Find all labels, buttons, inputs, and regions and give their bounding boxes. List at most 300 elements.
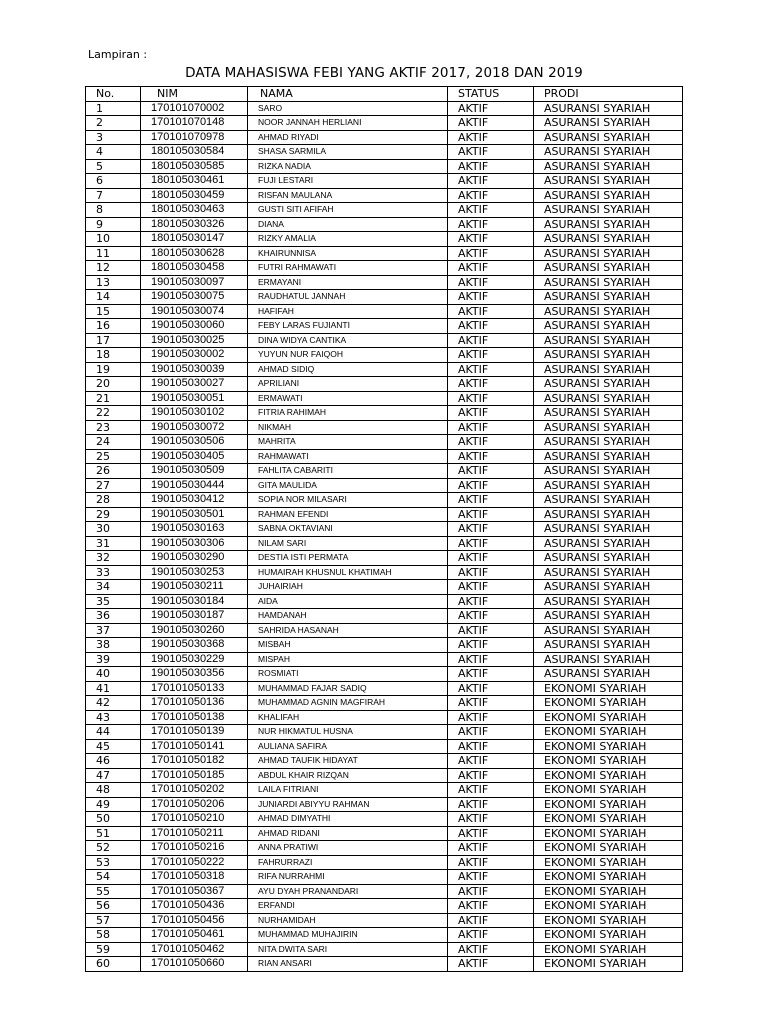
cell-nama: FAHRURRAZI bbox=[248, 855, 448, 870]
cell-status: AKTIF bbox=[448, 333, 534, 348]
table-row bbox=[86, 565, 683, 580]
table-row bbox=[86, 188, 683, 203]
cell-nim: 190105030187 bbox=[141, 609, 248, 624]
cell-prodi: EKONOMI SYARIAH bbox=[534, 928, 683, 943]
cell-prodi: EKONOMI SYARIAH bbox=[534, 913, 683, 928]
cell-prodi: ASURANSI SYARIAH bbox=[534, 609, 683, 624]
cell-prodi: EKONOMI SYARIAH bbox=[534, 681, 683, 696]
cell-status: AKTIF bbox=[448, 275, 534, 290]
table-row bbox=[86, 826, 683, 841]
cell-nama: AHMAD SIDIQ bbox=[248, 362, 448, 377]
table-row bbox=[86, 841, 683, 856]
table-row bbox=[86, 464, 683, 479]
cell-nim: 190105030039 bbox=[141, 362, 248, 377]
cell-no: 38 bbox=[86, 638, 141, 653]
cell-no: 28 bbox=[86, 493, 141, 508]
cell-prodi: ASURANSI SYARIAH bbox=[534, 319, 683, 334]
cell-prodi: EKONOMI SYARIAH bbox=[534, 696, 683, 711]
cell-prodi: EKONOMI SYARIAH bbox=[534, 783, 683, 798]
document-title: DATA MAHASISWA FEBI YANG AKTIF 2017, 2018 DAN 2019 bbox=[185, 65, 583, 81]
cell-no: 47 bbox=[86, 768, 141, 783]
cell-no: 7 bbox=[86, 188, 141, 203]
cell-status: AKTIF bbox=[448, 783, 534, 798]
cell-prodi: EKONOMI SYARIAH bbox=[534, 768, 683, 783]
cell-prodi: ASURANSI SYARIAH bbox=[534, 159, 683, 174]
cell-no: 18 bbox=[86, 348, 141, 363]
cell-status: AKTIF bbox=[448, 681, 534, 696]
cell-prodi: EKONOMI SYARIAH bbox=[534, 710, 683, 725]
table-row bbox=[86, 217, 683, 232]
cell-status: AKTIF bbox=[448, 290, 534, 305]
cell-nim: 170101050660 bbox=[141, 957, 248, 972]
cell-prodi: EKONOMI SYARIAH bbox=[534, 754, 683, 769]
cell-nama: RIFA NURRAHMI bbox=[248, 870, 448, 885]
cell-prodi: ASURANSI SYARIAH bbox=[534, 565, 683, 580]
cell-nama: RIZKA NADIA bbox=[248, 159, 448, 174]
table-row bbox=[86, 522, 683, 537]
cell-prodi: ASURANSI SYARIAH bbox=[534, 130, 683, 145]
cell-status: AKTIF bbox=[448, 130, 534, 145]
cell-status: AKTIF bbox=[448, 377, 534, 392]
cell-nim: 190105030184 bbox=[141, 594, 248, 609]
cell-nim: 180105030628 bbox=[141, 246, 248, 261]
header-nim: NIM bbox=[141, 87, 248, 102]
cell-status: AKTIF bbox=[448, 203, 534, 218]
cell-no: 3 bbox=[86, 130, 141, 145]
cell-nim: 190105030072 bbox=[141, 420, 248, 435]
cell-prodi: ASURANSI SYARIAH bbox=[534, 217, 683, 232]
cell-nim: 190105030097 bbox=[141, 275, 248, 290]
cell-status: AKTIF bbox=[448, 145, 534, 160]
table-row bbox=[86, 667, 683, 682]
cell-nama: YUYUN NUR FAIQOH bbox=[248, 348, 448, 363]
cell-no: 48 bbox=[86, 783, 141, 798]
cell-nim: 190105030027 bbox=[141, 377, 248, 392]
cell-nim: 190105030074 bbox=[141, 304, 248, 319]
cell-nim: 190105030405 bbox=[141, 449, 248, 464]
cell-status: AKTIF bbox=[448, 913, 534, 928]
cell-prodi: ASURANSI SYARIAH bbox=[534, 464, 683, 479]
cell-prodi: ASURANSI SYARIAH bbox=[534, 478, 683, 493]
cell-status: AKTIF bbox=[448, 522, 534, 537]
cell-status: AKTIF bbox=[448, 435, 534, 450]
cell-no: 34 bbox=[86, 580, 141, 595]
table-row bbox=[86, 594, 683, 609]
cell-status: AKTIF bbox=[448, 188, 534, 203]
cell-no: 32 bbox=[86, 551, 141, 566]
cell-nim: 170101050133 bbox=[141, 681, 248, 696]
cell-nama: JUNIARDI ABIYYU RAHMAN bbox=[248, 797, 448, 812]
cell-prodi: EKONOMI SYARIAH bbox=[534, 812, 683, 827]
cell-status: AKTIF bbox=[448, 739, 534, 754]
cell-nim: 170101050141 bbox=[141, 739, 248, 754]
cell-nama: SHASA SARMILA bbox=[248, 145, 448, 160]
cell-nim: 170101050136 bbox=[141, 696, 248, 711]
cell-status: AKTIF bbox=[448, 565, 534, 580]
cell-nama: RAHMAWATI bbox=[248, 449, 448, 464]
cell-nama: MAHRITA bbox=[248, 435, 448, 450]
table-row bbox=[86, 754, 683, 769]
cell-prodi: ASURANSI SYARIAH bbox=[534, 594, 683, 609]
cell-nama: NITA DWITA SARI bbox=[248, 942, 448, 957]
cell-nama: NURHAMIDAH bbox=[248, 913, 448, 928]
cell-no: 58 bbox=[86, 928, 141, 943]
cell-nama: MISPAH bbox=[248, 652, 448, 667]
cell-prodi: ASURANSI SYARIAH bbox=[534, 652, 683, 667]
cell-nama: RIZKY AMALIA bbox=[248, 232, 448, 247]
cell-status: AKTIF bbox=[448, 420, 534, 435]
cell-status: AKTIF bbox=[448, 812, 534, 827]
cell-prodi: EKONOMI SYARIAH bbox=[534, 884, 683, 899]
table-row bbox=[86, 420, 683, 435]
table-row bbox=[86, 478, 683, 493]
cell-no: 5 bbox=[86, 159, 141, 174]
table-row bbox=[86, 638, 683, 653]
cell-nim: 170101050210 bbox=[141, 812, 248, 827]
cell-prodi: ASURANSI SYARIAH bbox=[534, 232, 683, 247]
cell-nim: 180105030147 bbox=[141, 232, 248, 247]
cell-nim: 190105030290 bbox=[141, 551, 248, 566]
cell-status: AKTIF bbox=[448, 449, 534, 464]
cell-no: 9 bbox=[86, 217, 141, 232]
cell-status: AKTIF bbox=[448, 725, 534, 740]
cell-status: AKTIF bbox=[448, 884, 534, 899]
cell-prodi: EKONOMI SYARIAH bbox=[534, 797, 683, 812]
table-row bbox=[86, 681, 683, 696]
table-row bbox=[86, 377, 683, 392]
table-row bbox=[86, 551, 683, 566]
table-row bbox=[86, 145, 683, 160]
cell-status: AKTIF bbox=[448, 174, 534, 189]
cell-nama: LAILA FITRIANI bbox=[248, 783, 448, 798]
cell-nama: AHMAD DIMYATHI bbox=[248, 812, 448, 827]
table-row bbox=[86, 203, 683, 218]
table-row bbox=[86, 406, 683, 421]
cell-nim: 170101070978 bbox=[141, 130, 248, 145]
table-row bbox=[86, 957, 683, 972]
cell-no: 59 bbox=[86, 942, 141, 957]
cell-nim: 190105030444 bbox=[141, 478, 248, 493]
cell-nama: RIAN ANSARI bbox=[248, 957, 448, 972]
cell-prodi: ASURANSI SYARIAH bbox=[534, 667, 683, 682]
cell-no: 23 bbox=[86, 420, 141, 435]
table-row bbox=[86, 333, 683, 348]
cell-nim: 170101050206 bbox=[141, 797, 248, 812]
cell-no: 27 bbox=[86, 478, 141, 493]
cell-nama: AULIANA SAFIRA bbox=[248, 739, 448, 754]
cell-status: AKTIF bbox=[448, 594, 534, 609]
cell-no: 14 bbox=[86, 290, 141, 305]
cell-no: 26 bbox=[86, 464, 141, 479]
lampiran-label: Lampiran : bbox=[88, 48, 148, 61]
cell-prodi: EKONOMI SYARIAH bbox=[534, 870, 683, 885]
cell-status: AKTIF bbox=[448, 826, 534, 841]
cell-nama: ERMAWATI bbox=[248, 391, 448, 406]
table-row bbox=[86, 899, 683, 914]
cell-nim: 190105030025 bbox=[141, 333, 248, 348]
cell-prodi: ASURANSI SYARIAH bbox=[534, 536, 683, 551]
cell-nama: RISFAN MAULANA bbox=[248, 188, 448, 203]
cell-nama: HAFIFAH bbox=[248, 304, 448, 319]
cell-prodi: ASURANSI SYARIAH bbox=[534, 362, 683, 377]
cell-no: 52 bbox=[86, 841, 141, 856]
cell-prodi: ASURANSI SYARIAH bbox=[534, 348, 683, 363]
cell-nama: ERMAYANI bbox=[248, 275, 448, 290]
cell-nama: JUHAIRIAH bbox=[248, 580, 448, 595]
header-nama: NAMA bbox=[248, 87, 448, 102]
cell-nim: 190105030075 bbox=[141, 290, 248, 305]
cell-status: AKTIF bbox=[448, 667, 534, 682]
cell-nama: ABDUL KHAIR RIZQAN bbox=[248, 768, 448, 783]
table-row bbox=[86, 783, 683, 798]
cell-no: 36 bbox=[86, 609, 141, 624]
cell-status: AKTIF bbox=[448, 217, 534, 232]
cell-nama: MUHAMMAD FAJAR SADIQ bbox=[248, 681, 448, 696]
cell-prodi: ASURANSI SYARIAH bbox=[534, 275, 683, 290]
cell-prodi: ASURANSI SYARIAH bbox=[534, 246, 683, 261]
cell-nim: 190105030051 bbox=[141, 391, 248, 406]
cell-no: 29 bbox=[86, 507, 141, 522]
cell-nim: 180105030326 bbox=[141, 217, 248, 232]
cell-nama: GUSTI SITI AFIFAH bbox=[248, 203, 448, 218]
table-row bbox=[86, 725, 683, 740]
cell-no: 1 bbox=[86, 101, 141, 116]
cell-no: 46 bbox=[86, 754, 141, 769]
cell-nama: AHMAD RIDANI bbox=[248, 826, 448, 841]
cell-no: 15 bbox=[86, 304, 141, 319]
cell-status: AKTIF bbox=[448, 362, 534, 377]
cell-no: 35 bbox=[86, 594, 141, 609]
cell-status: AKTIF bbox=[448, 406, 534, 421]
cell-no: 17 bbox=[86, 333, 141, 348]
cell-status: AKTIF bbox=[448, 768, 534, 783]
cell-nim: 170101070002 bbox=[141, 101, 248, 116]
cell-prodi: ASURANSI SYARIAH bbox=[534, 420, 683, 435]
cell-nama: MISBAH bbox=[248, 638, 448, 653]
cell-prodi: ASURANSI SYARIAH bbox=[534, 333, 683, 348]
table-row bbox=[86, 609, 683, 624]
cell-nim: 190105030229 bbox=[141, 652, 248, 667]
cell-no: 56 bbox=[86, 899, 141, 914]
cell-no: 19 bbox=[86, 362, 141, 377]
cell-nim: 190105030002 bbox=[141, 348, 248, 363]
cell-status: AKTIF bbox=[448, 870, 534, 885]
cell-prodi: ASURANSI SYARIAH bbox=[534, 391, 683, 406]
cell-nim: 170101050138 bbox=[141, 710, 248, 725]
cell-status: AKTIF bbox=[448, 261, 534, 276]
cell-nama: MUHAMMAD MUHAJIRIN bbox=[248, 928, 448, 943]
cell-nim: 190105030509 bbox=[141, 464, 248, 479]
cell-nama: MUHAMMAD AGNIN MAGFIRAH bbox=[248, 696, 448, 711]
cell-nim: 180105030458 bbox=[141, 261, 248, 276]
cell-no: 12 bbox=[86, 261, 141, 276]
cell-prodi: ASURANSI SYARIAH bbox=[534, 638, 683, 653]
cell-prodi: EKONOMI SYARIAH bbox=[534, 826, 683, 841]
cell-nim: 170101050461 bbox=[141, 928, 248, 943]
cell-nim: 190105030412 bbox=[141, 493, 248, 508]
table-row bbox=[86, 275, 683, 290]
cell-nim: 170101070148 bbox=[141, 116, 248, 131]
cell-no: 54 bbox=[86, 870, 141, 885]
cell-prodi: ASURANSI SYARIAH bbox=[534, 522, 683, 537]
cell-status: AKTIF bbox=[448, 580, 534, 595]
cell-nim: 190105030253 bbox=[141, 565, 248, 580]
table-row bbox=[86, 870, 683, 885]
cell-nama: HUMAIRAH KHUSNUL KHATIMAH bbox=[248, 565, 448, 580]
cell-nama: ANNA PRATIWI bbox=[248, 841, 448, 856]
cell-no: 13 bbox=[86, 275, 141, 290]
cell-status: AKTIF bbox=[448, 696, 534, 711]
cell-nama: FEBY LARAS FUJIANTI bbox=[248, 319, 448, 334]
cell-status: AKTIF bbox=[448, 710, 534, 725]
cell-no: 57 bbox=[86, 913, 141, 928]
cell-nim: 190105030163 bbox=[141, 522, 248, 537]
table-row bbox=[86, 812, 683, 827]
table-row bbox=[86, 101, 683, 116]
table-row bbox=[86, 710, 683, 725]
cell-prodi: ASURANSI SYARIAH bbox=[534, 304, 683, 319]
cell-status: AKTIF bbox=[448, 348, 534, 363]
cell-nim: 170101050222 bbox=[141, 855, 248, 870]
cell-status: AKTIF bbox=[448, 754, 534, 769]
cell-prodi: EKONOMI SYARIAH bbox=[534, 725, 683, 740]
cell-nama: DESTIA ISTI PERMATA bbox=[248, 551, 448, 566]
table-row bbox=[86, 623, 683, 638]
cell-no: 16 bbox=[86, 319, 141, 334]
cell-prodi: ASURANSI SYARIAH bbox=[534, 145, 683, 160]
cell-status: AKTIF bbox=[448, 638, 534, 653]
cell-nama: SARO bbox=[248, 101, 448, 116]
cell-nama: APRILIANI bbox=[248, 377, 448, 392]
cell-nim: 170101050367 bbox=[141, 884, 248, 899]
cell-prodi: ASURANSI SYARIAH bbox=[534, 261, 683, 276]
cell-prodi: EKONOMI SYARIAH bbox=[534, 899, 683, 914]
table-row bbox=[86, 652, 683, 667]
cell-status: AKTIF bbox=[448, 232, 534, 247]
cell-no: 39 bbox=[86, 652, 141, 667]
table-row bbox=[86, 232, 683, 247]
cell-nama: AYU DYAH PRANANDARI bbox=[248, 884, 448, 899]
cell-nim: 170101050182 bbox=[141, 754, 248, 769]
cell-nama: NOOR JANNAH HERLIANI bbox=[248, 116, 448, 131]
cell-nim: 190105030356 bbox=[141, 667, 248, 682]
cell-no: 42 bbox=[86, 696, 141, 711]
cell-prodi: ASURANSI SYARIAH bbox=[534, 116, 683, 131]
cell-nim: 180105030461 bbox=[141, 174, 248, 189]
table-row bbox=[86, 942, 683, 957]
header-no: No. bbox=[86, 87, 141, 102]
cell-nim: 170101050462 bbox=[141, 942, 248, 957]
cell-nama: NIKMAH bbox=[248, 420, 448, 435]
cell-nim: 170101050318 bbox=[141, 870, 248, 885]
table-row bbox=[86, 319, 683, 334]
cell-status: AKTIF bbox=[448, 942, 534, 957]
cell-prodi: ASURANSI SYARIAH bbox=[534, 623, 683, 638]
cell-no: 53 bbox=[86, 855, 141, 870]
cell-no: 31 bbox=[86, 536, 141, 551]
cell-nama: AIDA bbox=[248, 594, 448, 609]
cell-no: 50 bbox=[86, 812, 141, 827]
table-header-row bbox=[86, 87, 683, 102]
cell-prodi: ASURANSI SYARIAH bbox=[534, 551, 683, 566]
cell-status: AKTIF bbox=[448, 464, 534, 479]
cell-nim: 190105030260 bbox=[141, 623, 248, 638]
table-row bbox=[86, 493, 683, 508]
cell-no: 51 bbox=[86, 826, 141, 841]
cell-status: AKTIF bbox=[448, 551, 534, 566]
cell-no: 33 bbox=[86, 565, 141, 580]
table-row bbox=[86, 913, 683, 928]
cell-nim: 170101050436 bbox=[141, 899, 248, 914]
cell-nim: 190105030306 bbox=[141, 536, 248, 551]
table-row bbox=[86, 261, 683, 276]
cell-status: AKTIF bbox=[448, 159, 534, 174]
table-row bbox=[86, 116, 683, 131]
cell-nim: 190105030211 bbox=[141, 580, 248, 595]
cell-no: 60 bbox=[86, 957, 141, 972]
cell-nim: 180105030463 bbox=[141, 203, 248, 218]
table-body bbox=[86, 101, 683, 971]
table-row bbox=[86, 435, 683, 450]
table-row bbox=[86, 855, 683, 870]
header-status: STATUS bbox=[448, 87, 534, 102]
cell-nim: 190105030060 bbox=[141, 319, 248, 334]
table-row bbox=[86, 362, 683, 377]
cell-nama: FITRIA RAHIMAH bbox=[248, 406, 448, 421]
cell-prodi: ASURANSI SYARIAH bbox=[534, 449, 683, 464]
cell-nama: ROSMIATI bbox=[248, 667, 448, 682]
cell-nim: 170101050456 bbox=[141, 913, 248, 928]
cell-nim: 180105030459 bbox=[141, 188, 248, 203]
table-row bbox=[86, 130, 683, 145]
table-row bbox=[86, 696, 683, 711]
cell-no: 40 bbox=[86, 667, 141, 682]
cell-status: AKTIF bbox=[448, 507, 534, 522]
cell-status: AKTIF bbox=[448, 478, 534, 493]
cell-nim: 190105030506 bbox=[141, 435, 248, 450]
table-row bbox=[86, 768, 683, 783]
cell-no: 43 bbox=[86, 710, 141, 725]
cell-nim: 170101050211 bbox=[141, 826, 248, 841]
cell-nama: NILAM SARI bbox=[248, 536, 448, 551]
table-row bbox=[86, 246, 683, 261]
cell-prodi: EKONOMI SYARIAH bbox=[534, 957, 683, 972]
cell-nama: KHAIRUNNISA bbox=[248, 246, 448, 261]
cell-no: 44 bbox=[86, 725, 141, 740]
cell-status: AKTIF bbox=[448, 116, 534, 131]
cell-no: 37 bbox=[86, 623, 141, 638]
table-row bbox=[86, 348, 683, 363]
cell-nama: KHALIFAH bbox=[248, 710, 448, 725]
cell-no: 30 bbox=[86, 522, 141, 537]
cell-prodi: EKONOMI SYARIAH bbox=[534, 942, 683, 957]
table-row bbox=[86, 159, 683, 174]
cell-status: AKTIF bbox=[448, 855, 534, 870]
cell-prodi: ASURANSI SYARIAH bbox=[534, 493, 683, 508]
table-row bbox=[86, 449, 683, 464]
cell-nim: 190105030501 bbox=[141, 507, 248, 522]
table-row bbox=[86, 884, 683, 899]
cell-nim: 180105030585 bbox=[141, 159, 248, 174]
cell-status: AKTIF bbox=[448, 246, 534, 261]
cell-nim: 190105030368 bbox=[141, 638, 248, 653]
cell-prodi: ASURANSI SYARIAH bbox=[534, 188, 683, 203]
cell-nim: 190105030102 bbox=[141, 406, 248, 421]
cell-prodi: ASURANSI SYARIAH bbox=[534, 435, 683, 450]
cell-prodi: EKONOMI SYARIAH bbox=[534, 855, 683, 870]
cell-status: AKTIF bbox=[448, 652, 534, 667]
cell-prodi: ASURANSI SYARIAH bbox=[534, 406, 683, 421]
